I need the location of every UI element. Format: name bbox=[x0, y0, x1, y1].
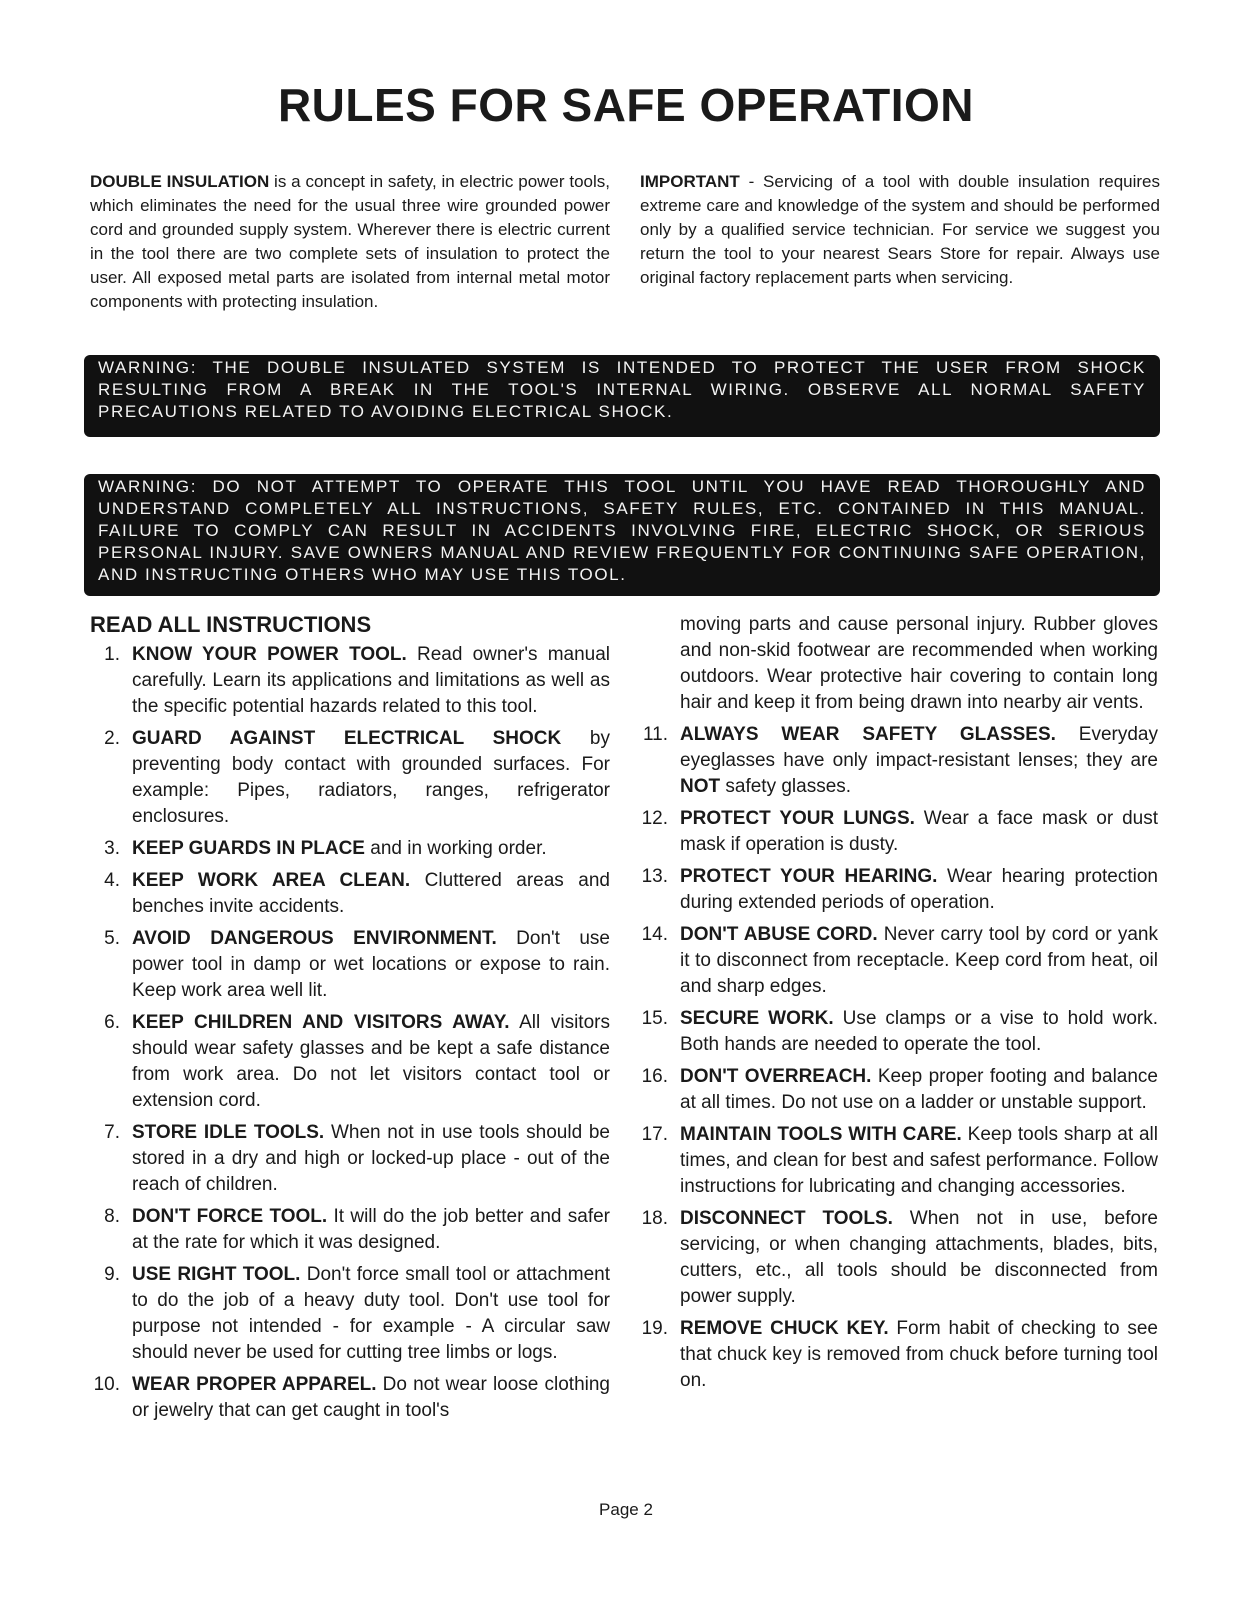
rule-text: by preventing body contact with grounded surfaces. For example: Pipes, radiators, ranges, refrigerator enclosures. bbox=[132, 728, 610, 827]
rule-text: Form habit of checking to see that chuck key is removed from chuck before turning tool on. bbox=[680, 1318, 1159, 1391]
rule-number: 7. bbox=[104, 1122, 120, 1143]
rule-text-end: safety glasses. bbox=[720, 776, 852, 797]
rule-text: Keep tools sharp at all times, and clean for best and safest performance. Follow instructions for lubricating and changing accessories. bbox=[680, 1124, 1158, 1197]
rule-item bbox=[638, 806, 1158, 858]
rule-lead: KEEP CHILDREN AND VISITORS AWAY. bbox=[132, 1012, 510, 1033]
rule-item bbox=[90, 836, 610, 862]
rule-number: 10. bbox=[93, 1374, 120, 1395]
rule-10-continued: moving parts and cause personal injury. Rubber gloves and non-skid footwear are recommended when working outdoors. Wear protective hair covering to contain long hair and keep it from being drawn into nearby air vents. bbox=[680, 614, 1158, 713]
section-heading: READ ALL INSTRUCTIONS bbox=[90, 612, 372, 637]
important-paragraph bbox=[640, 170, 1160, 290]
rule-item bbox=[638, 722, 1158, 800]
rule-item bbox=[638, 922, 1158, 1000]
rule-item bbox=[90, 1262, 610, 1366]
rule-item bbox=[90, 926, 610, 1004]
rule-number: 8. bbox=[104, 1206, 120, 1227]
rule-number: 15. bbox=[641, 1008, 668, 1029]
rule-text: When not in use tools should be stored in a dry and high or locked-up place - out of the reach of children. bbox=[132, 1122, 610, 1195]
rule-item bbox=[638, 1316, 1158, 1394]
rules-column-right bbox=[638, 612, 1158, 1400]
rule-text: Do not wear loose clothing or jewelry that can get caught in tool's bbox=[132, 1374, 610, 1421]
rule-lead: AVOID DANGEROUS ENVIRONMENT. bbox=[132, 928, 497, 949]
rule-number: 6. bbox=[104, 1012, 120, 1033]
rule-number: 3. bbox=[104, 838, 120, 859]
rule-number: 18. bbox=[641, 1208, 668, 1229]
rule-number: 12. bbox=[641, 808, 668, 829]
rule-lead: REMOVE CHUCK KEY. bbox=[680, 1318, 889, 1339]
rule-item bbox=[90, 868, 610, 920]
rule-number: 2. bbox=[104, 728, 120, 749]
rule-lead: KEEP GUARDS IN PLACE bbox=[132, 838, 365, 859]
rule-lead: DON'T ABUSE CORD. bbox=[680, 924, 878, 945]
rule-text: Wear hearing protection during extended periods of operation. bbox=[680, 866, 1159, 913]
important-lead: IMPORTANT bbox=[640, 172, 740, 191]
rule-item bbox=[90, 1120, 610, 1198]
rule-item bbox=[638, 1122, 1158, 1200]
rule-text: Cluttered areas and benches invite accidents. bbox=[132, 870, 610, 917]
double-insulation-paragraph bbox=[90, 170, 610, 314]
rule-lead: PROTECT YOUR LUNGS. bbox=[680, 808, 915, 829]
rule-lead: STORE IDLE TOOLS. bbox=[132, 1122, 325, 1143]
double-insulation-lead: DOUBLE INSULATION bbox=[90, 172, 270, 191]
rule-lead: GUARD AGAINST ELECTRICAL SHOCK bbox=[132, 728, 562, 749]
rule-number: 1. bbox=[104, 644, 120, 665]
rule-item bbox=[90, 642, 610, 720]
rule-number: 5. bbox=[104, 928, 120, 949]
rule-lead: WEAR PROPER APPAREL. bbox=[132, 1374, 377, 1395]
rule-number: 13. bbox=[641, 866, 668, 887]
rule-lead: KNOW YOUR POWER TOOL. bbox=[132, 644, 407, 665]
rule-text: Use clamps or a vise to hold work. Both hands are needed to operate the tool. bbox=[680, 1008, 1158, 1055]
rule-number: 9. bbox=[104, 1264, 120, 1285]
rule-number: 4. bbox=[104, 870, 120, 891]
rule-text: Never carry tool by cord or yank it to disconnect from receptacle. Keep cord from heat, oil and sharp edges. bbox=[680, 924, 1158, 997]
rule-lead: USE RIGHT TOOL. bbox=[132, 1264, 301, 1285]
rule-lead: MAINTAIN TOOLS WITH CARE. bbox=[680, 1124, 962, 1145]
rules-column-left bbox=[90, 612, 610, 1430]
rule-lead: SECURE WORK. bbox=[680, 1008, 834, 1029]
page-number: Page 2 bbox=[599, 1500, 653, 1519]
rule-item bbox=[90, 1010, 610, 1114]
rule-lead: DISCONNECT TOOLS. bbox=[680, 1208, 893, 1229]
warning-double-insulated: WARNING: THE DOUBLE INSULATED SYSTEM IS INTENDED TO PROTECT THE USER FROM SHOCK RESULTING FROM A BREAK IN THE TOOL'S INTERNAL WIRING. OBSERVE ALL NORMAL SAFETY PRECAUTIONS RELATED TO AVOIDING ELECTRICAL SHOCK. bbox=[84, 355, 1160, 437]
rule-text: Keep proper footing and balance at all times. Do not use on a ladder or unstable support. bbox=[680, 1066, 1158, 1113]
rule-number: 17. bbox=[641, 1124, 668, 1145]
page-title: RULES FOR SAFE OPERATION bbox=[277, 79, 975, 131]
rule-lead: PROTECT YOUR HEARING. bbox=[680, 866, 938, 887]
rule-number: 14. bbox=[641, 924, 668, 945]
rule-text: Don't use power tool in damp or wet locations or expose to rain. Keep work area well lit. bbox=[132, 928, 610, 1001]
rule-lead: ALWAYS WEAR SAFETY GLASSES. bbox=[680, 724, 1056, 745]
rule-item bbox=[638, 1006, 1158, 1058]
rule-text: When not in use, before servicing, or when changing attachments, blades, bits, cutters, etc., all tools should be disconnected from power supply. bbox=[680, 1208, 1158, 1307]
rule-text: Wear a face mask or dust mask if operation is dusty. bbox=[680, 808, 1159, 855]
rule-text: All visitors should wear safety glasses and be kept a safe distance from work area. Do not let visitors contact tool or extension cord. bbox=[132, 1012, 610, 1111]
rule-item bbox=[90, 726, 610, 830]
rule-item bbox=[638, 1064, 1158, 1116]
rule-number: 11. bbox=[642, 724, 668, 745]
rule-item bbox=[90, 1372, 610, 1424]
rule-text: Read owner's manual carefully. Learn its applications and limitations as well as the specific potential hazards related to this tool. bbox=[132, 644, 611, 717]
rule-text: Don't force small tool or attachment to do the job of a heavy duty tool. Don't use tool for purpose not intended - for example - A circular saw should never be used for cutting tree limbs or logs. bbox=[132, 1264, 611, 1363]
rule-emphasis: NOT bbox=[680, 776, 721, 797]
rule-number: 16. bbox=[641, 1066, 668, 1087]
rule-text: and in working order. bbox=[364, 838, 547, 859]
rule-item bbox=[90, 1204, 610, 1256]
rule-text: Everyday eyeglasses have only impact-resistant lenses; they are bbox=[680, 724, 1158, 771]
rule-item bbox=[638, 1206, 1158, 1310]
rule-text: It will do the job better and safer at the rate for which it was designed. bbox=[132, 1206, 610, 1253]
warning-read-manual: WARNING: DO NOT ATTEMPT TO OPERATE THIS TOOL UNTIL YOU HAVE READ THOROUGHLY AND UNDERSTAND COMPLETELY ALL INSTRUCTIONS, SAFETY RULES, ETC. CONTAINED IN THIS MANUAL. FAILURE TO COMPLY CAN RESULT IN ACCIDENTS INVOLVING FIRE, ELECTRIC SHOCK, OR SERIOUS PERSONAL INJURY. SAVE OWNERS MANUAL AND REVIEW FREQUENTLY FOR CONTINUING SAFE OPERATION, AND INSTRUCTING OTHERS WHO MAY USE THIS TOOL. bbox=[84, 474, 1160, 596]
rule-lead: KEEP WORK AREA CLEAN. bbox=[132, 870, 411, 891]
important-text: - Servicing of a tool with double insulation requires extreme care and knowledge of the system and should be performed only by a qualified service technician. For service we suggest you return the tool to your nearest Sears Store for repair. Always use original factory replacement parts when servicing. bbox=[640, 172, 1160, 287]
rule-item bbox=[638, 864, 1158, 916]
rule-lead: DON'T OVERREACH. bbox=[680, 1066, 872, 1087]
rule-lead: DON'T FORCE TOOL. bbox=[132, 1206, 328, 1227]
double-insulation-text: is a concept in safety, in electric power tools, which eliminates the need for the usual three wire grounded power cord and grounded supply system. Wherever there is electric current in the tool there are two complete sets of insulation to protect the user. All exposed metal parts are isolated from internal metal motor components with protecting insulation. bbox=[90, 172, 611, 311]
rule-number: 19. bbox=[641, 1318, 668, 1339]
